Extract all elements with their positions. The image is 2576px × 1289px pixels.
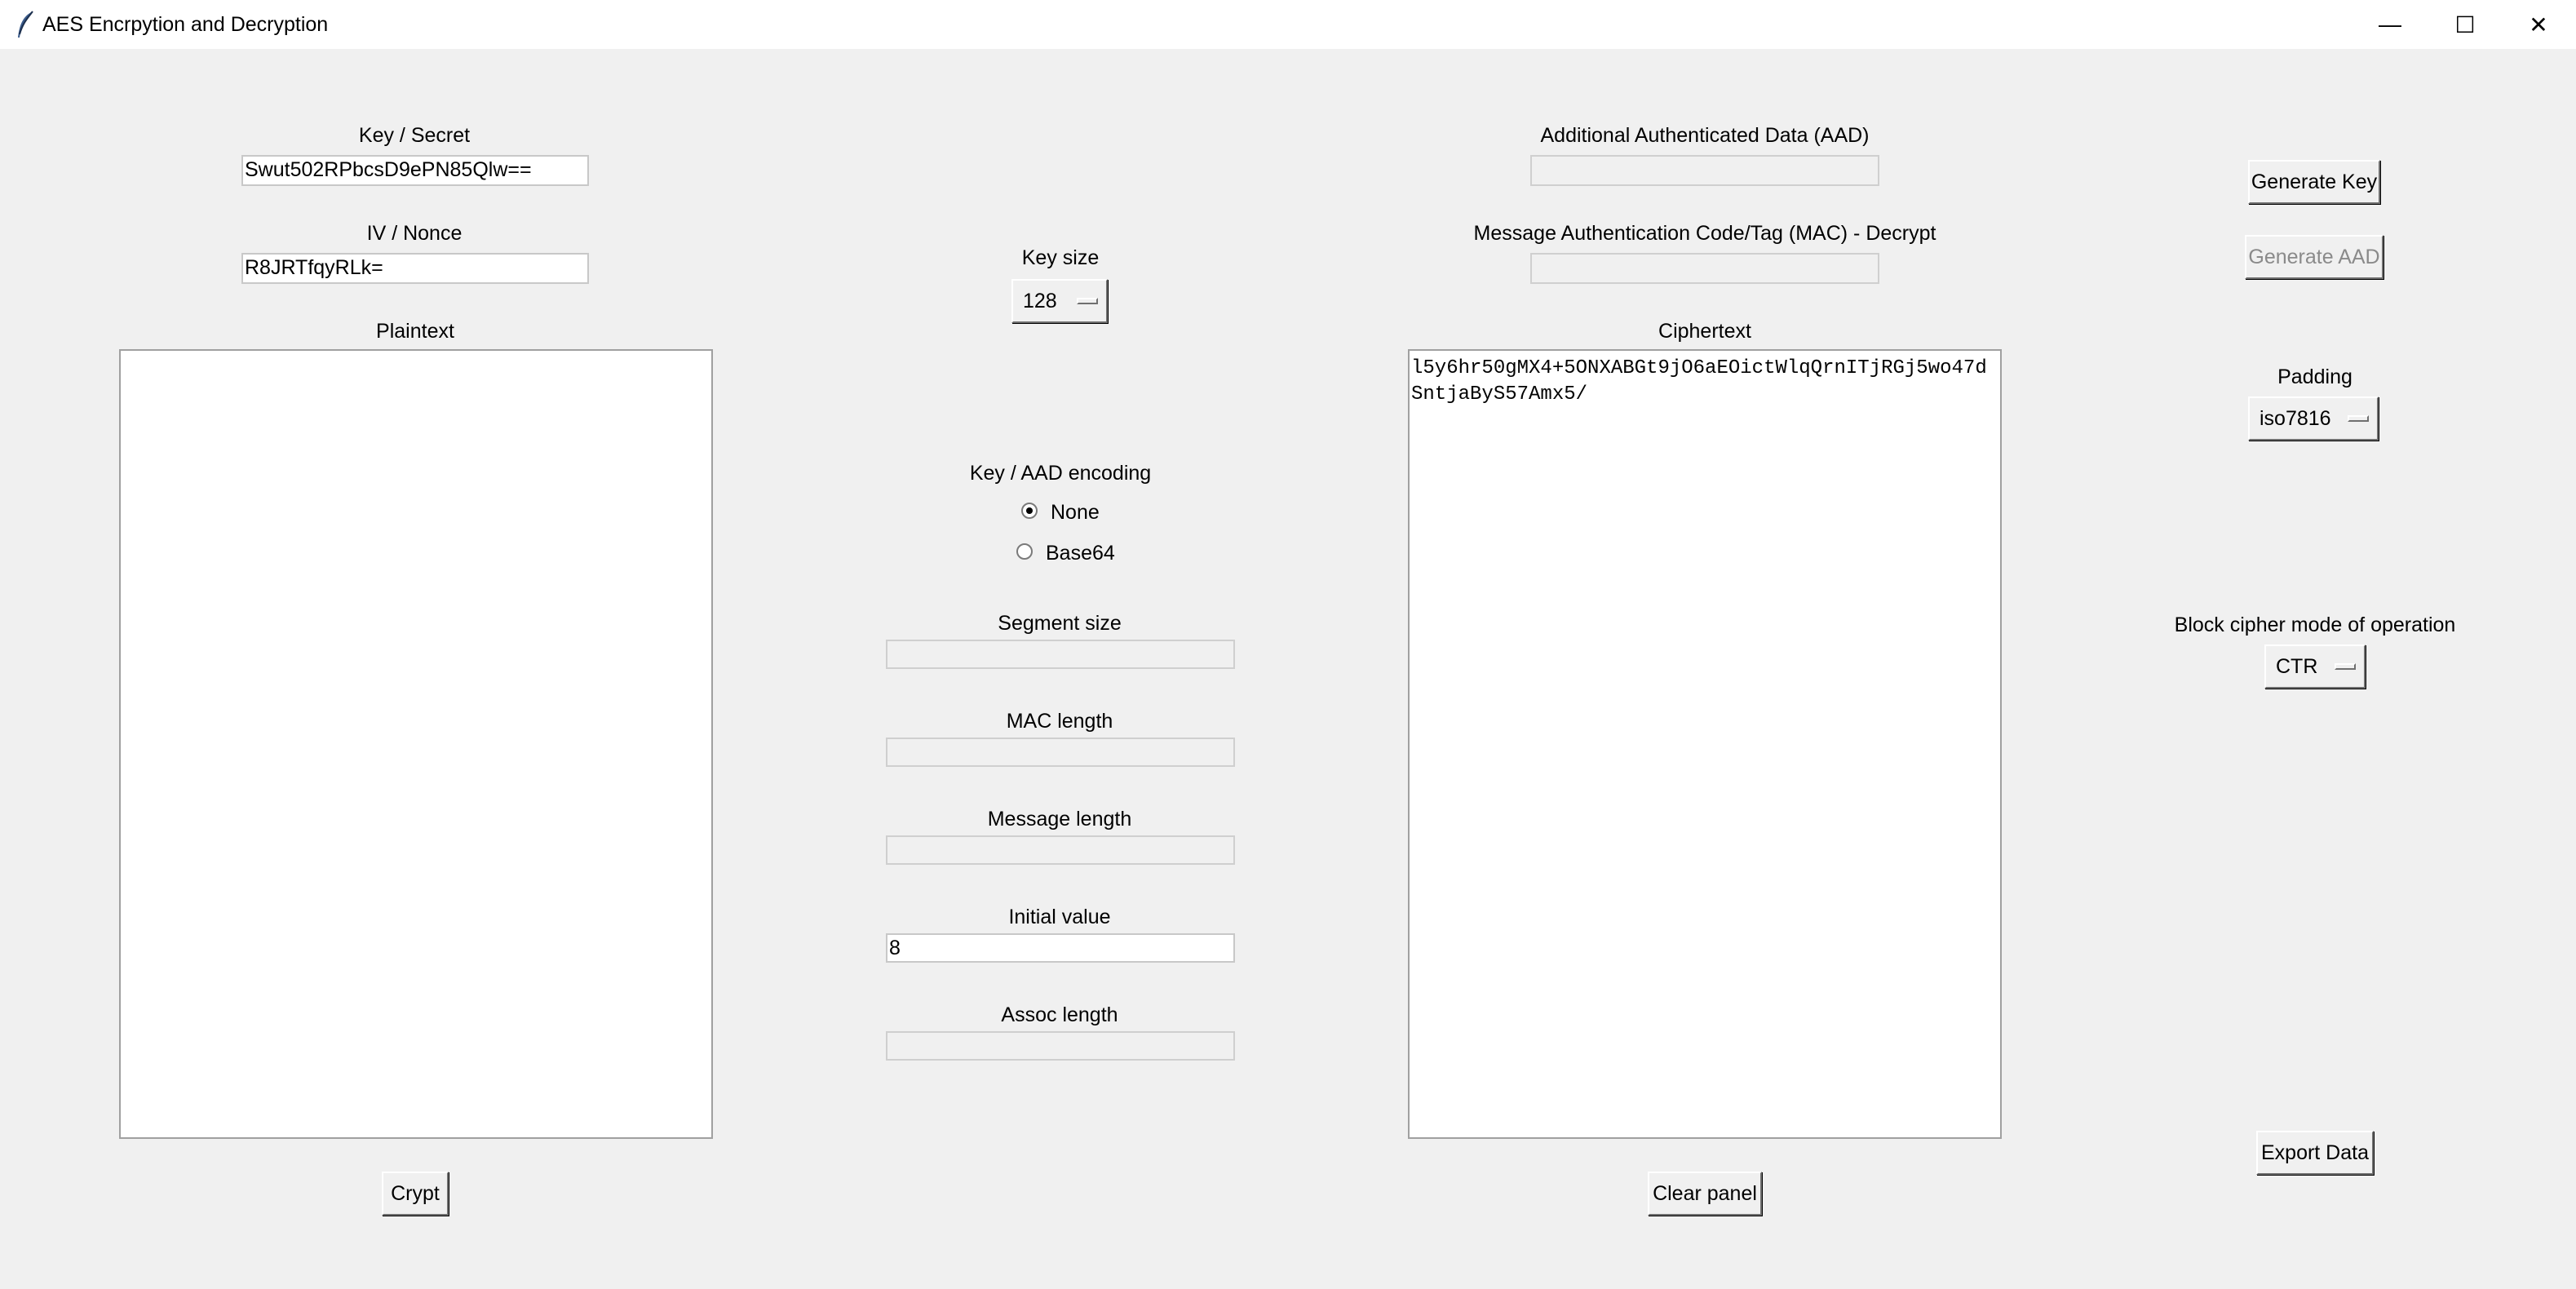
initial-value-label: Initial value	[1008, 906, 1111, 928]
padding-menu[interactable]	[2248, 396, 2379, 441]
encoding-label: Key / AAD encoding	[969, 462, 1152, 485]
key-size-menu[interactable]	[1011, 279, 1108, 323]
ciphertext-label: Ciphertext	[1658, 320, 1751, 343]
mac-decrypt-input[interactable]	[1530, 253, 1879, 284]
close-button[interactable]	[2501, 0, 2576, 49]
dropdown-indicator-icon	[2348, 415, 2369, 422]
generate-key-button[interactable]: Generate Key	[2248, 160, 2380, 204]
mac-decrypt-label: Message Authentication Code/Tag (MAC) - Decrypt	[1473, 222, 1936, 245]
message-length-label: Message length	[987, 808, 1132, 831]
initial-value-input[interactable]: 8	[886, 933, 1235, 963]
segment-size-input[interactable]	[886, 640, 1235, 669]
key-secret-input[interactable]: Swut502RPbcsD9ePN85Qlw==	[241, 155, 589, 186]
assoc-length-label: Assoc length	[1001, 1003, 1118, 1026]
assoc-length-input[interactable]	[886, 1031, 1235, 1061]
minimize-icon: —	[2379, 11, 2401, 37]
tk-feather-icon	[15, 10, 36, 39]
window-title: AES Encrpytion and Decryption	[42, 13, 329, 36]
crypt-button[interactable]: Crypt	[382, 1172, 449, 1216]
mode-value: CTR	[2276, 654, 2318, 678]
plaintext-textarea[interactable]	[119, 349, 713, 1139]
radio-none[interactable]	[1021, 501, 1152, 525]
mac-length-input[interactable]	[886, 738, 1235, 767]
title-bar	[0, 0, 2576, 49]
key-secret-label: Key / Secret	[358, 124, 471, 147]
generate-aad-button[interactable]: Generate AAD	[2245, 235, 2383, 279]
iv-nonce-label: IV / Nonce	[366, 222, 463, 245]
clear-panel-button[interactable]: Clear panel	[1648, 1172, 1762, 1216]
maximize-button[interactable]	[2428, 0, 2503, 49]
radio-none-label: None	[1051, 501, 1100, 524]
segment-size-label: Segment size	[998, 612, 1122, 635]
plaintext-label: Plaintext	[376, 320, 454, 343]
dropdown-indicator-icon	[2335, 663, 2356, 670]
close-icon: ✕	[2529, 11, 2548, 38]
radio-base64[interactable]	[1016, 542, 1147, 566]
radio-base64-indicator[interactable]	[1016, 543, 1033, 560]
aad-input[interactable]	[1530, 155, 1879, 186]
iv-nonce-input[interactable]: R8JRTfqyRLk=	[241, 253, 589, 284]
message-length-input[interactable]	[886, 835, 1235, 865]
minimize-button[interactable]	[2352, 0, 2428, 49]
dropdown-indicator-icon	[1077, 298, 1098, 304]
key-size-label: Key size	[1021, 246, 1100, 269]
padding-label: Padding	[2277, 365, 2352, 388]
key-size-value: 128	[1023, 289, 1057, 312]
mode-label: Block cipher mode of operation	[2174, 613, 2456, 636]
export-data-button[interactable]: Export Data	[2256, 1131, 2374, 1175]
radio-none-indicator[interactable]	[1021, 503, 1038, 519]
padding-value: iso7816	[2260, 406, 2331, 430]
ciphertext-textarea[interactable]: l5y6hr50gMX4+5ONXABGt9jO6aEOictWlqQrnITjRGj5wo47dSntjaByS57Amx5/	[1408, 349, 2002, 1139]
maximize-icon: ☐	[2454, 11, 2476, 38]
mode-menu[interactable]	[2264, 644, 2366, 689]
mac-length-label: MAC length	[1006, 710, 1113, 733]
aad-label: Additional Authenticated Data (AAD)	[1540, 124, 1870, 147]
radio-base64-label: Base64	[1046, 542, 1115, 565]
